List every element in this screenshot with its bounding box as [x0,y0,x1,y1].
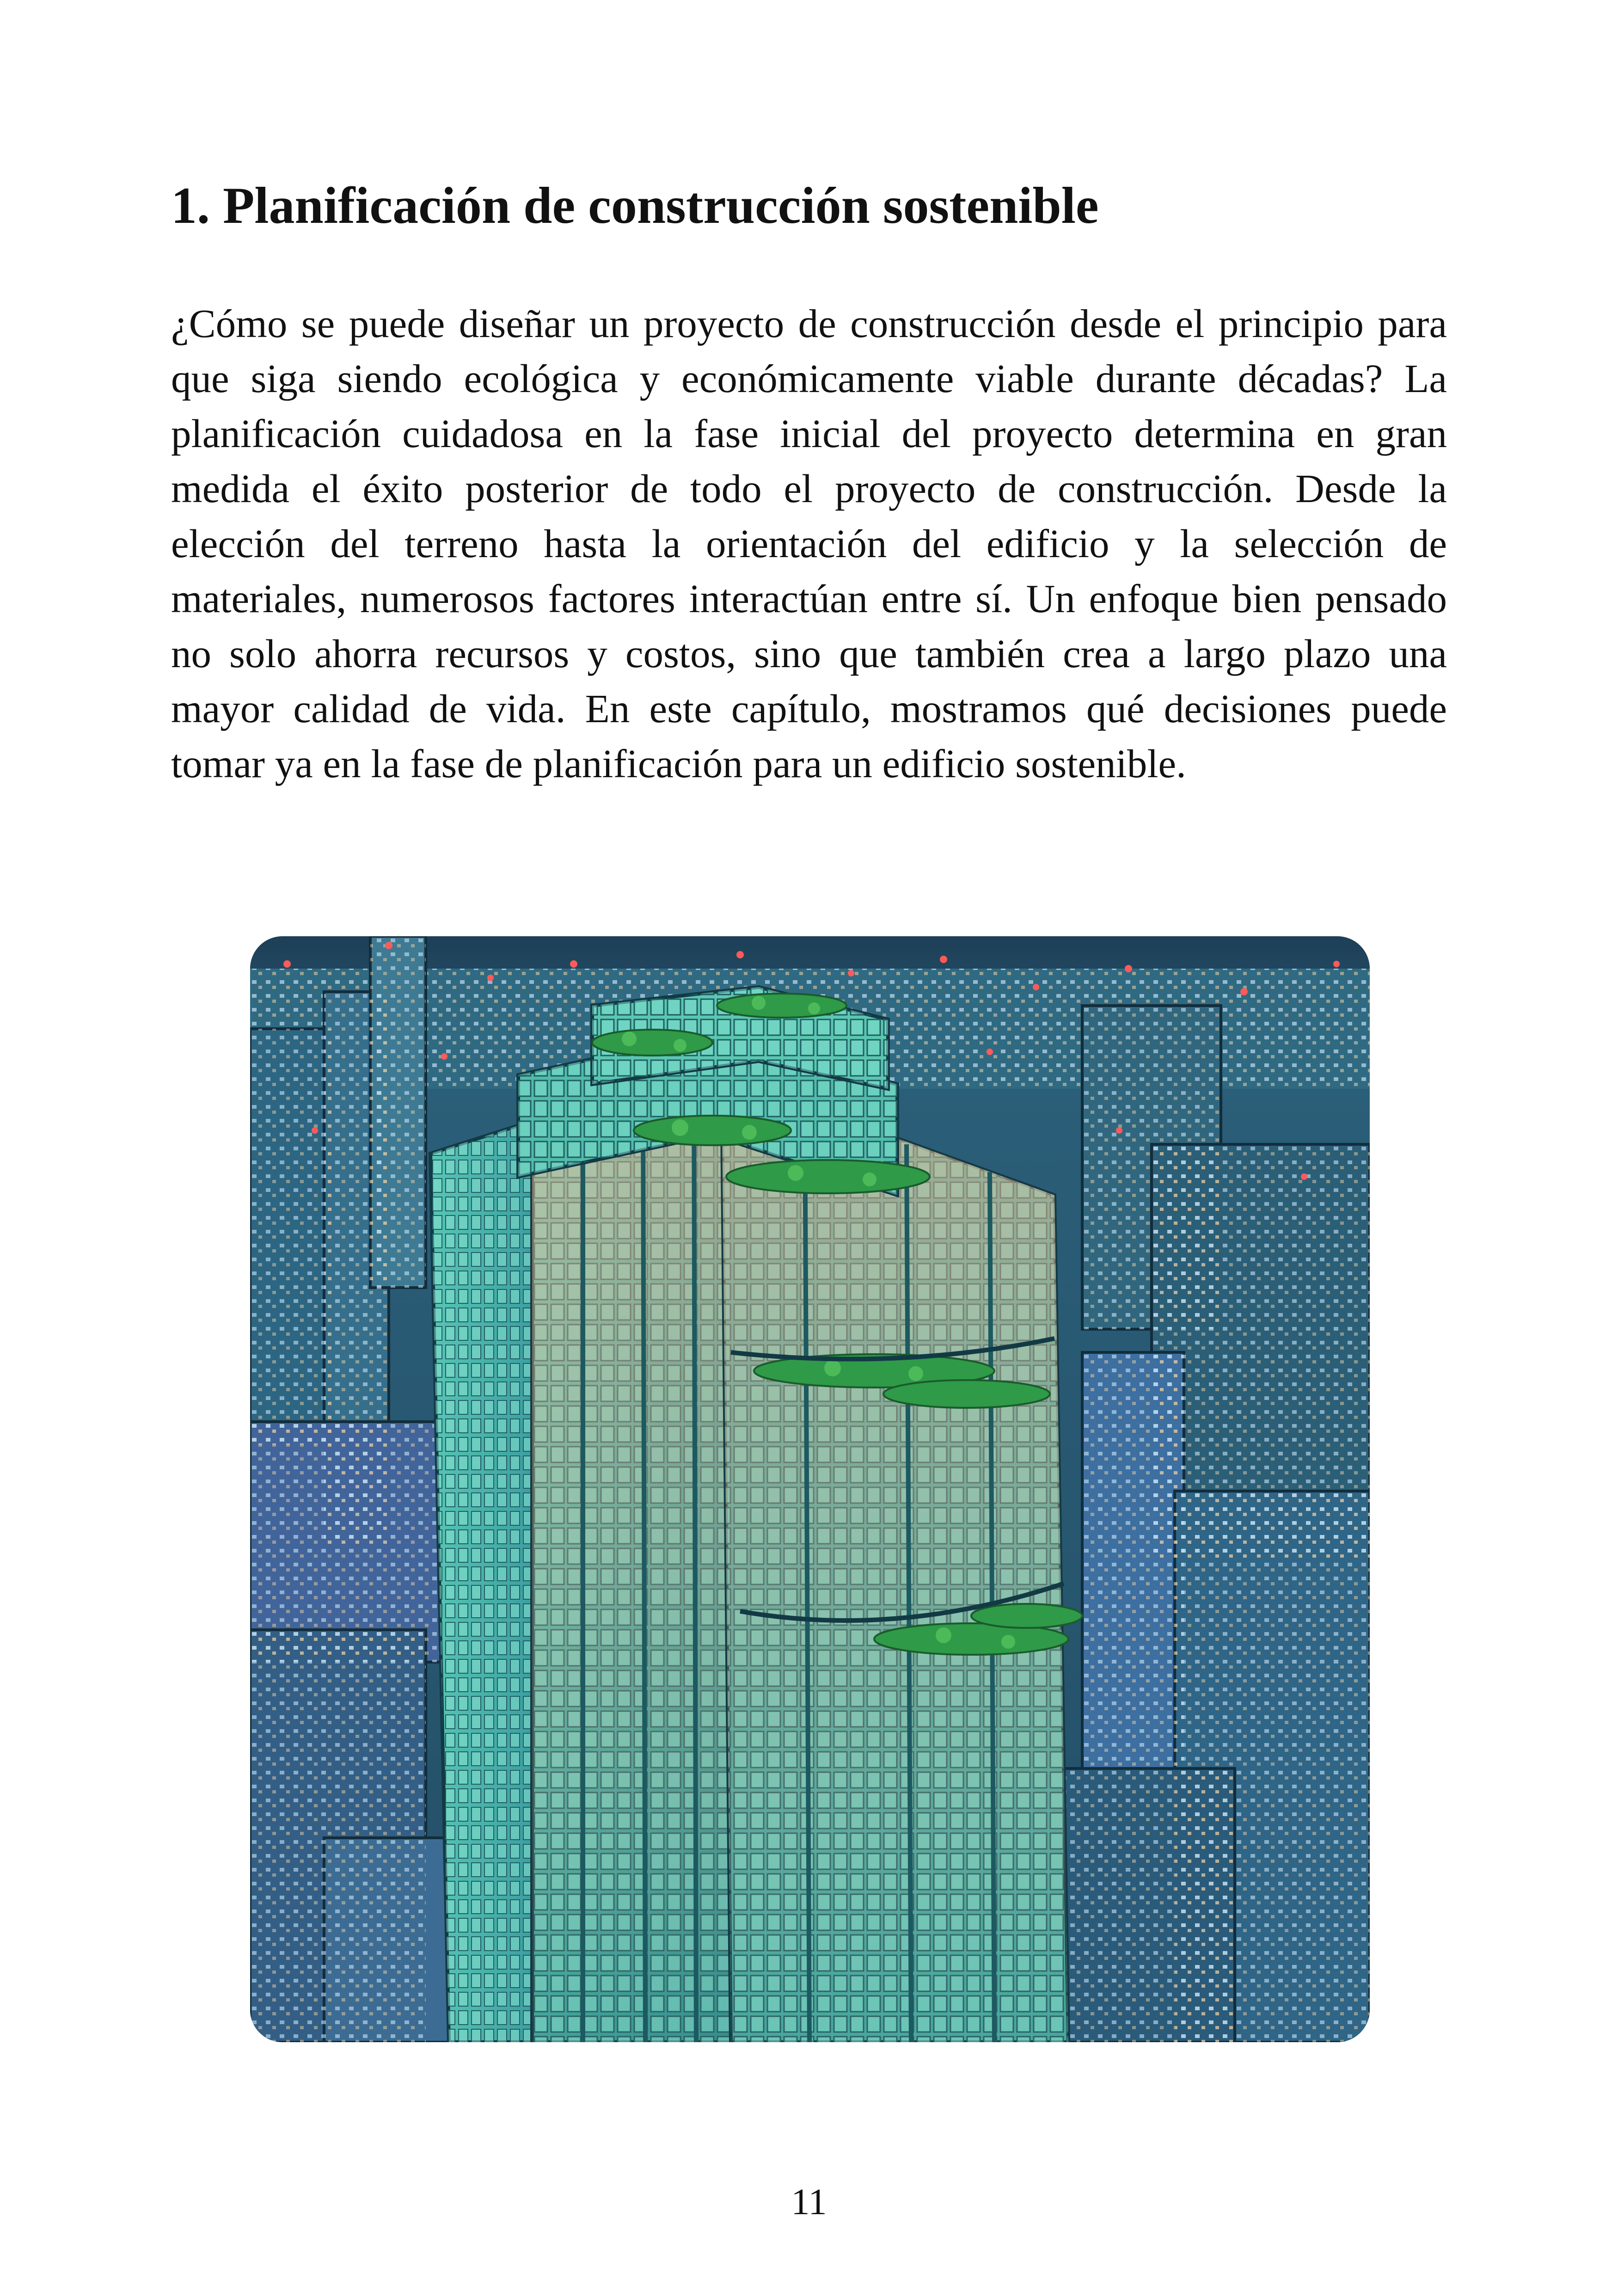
skyscraper-illustration [250,936,1370,2042]
intro-paragraph: ¿Cómo se puede diseñar un proyecto de construcción desde el principio para que siga siendo ecológica y económicamente viable durante décadas? La planificación cuidadosa en la fase inicial del proyecto determina en gran medida el éxito posterior de todo el proyecto de construcción. Desde la elección del terreno hasta la orientación del edificio y la selección de materiales, numerosos factores interactúan entre sí. Un enfoque bien pensado no solo ahorra recursos y costos, sino que también crea a largo plazo una mayor calidad de vida. En este capítulo, mostramos qué decisiones puede tomar ya en la fase de planificación para un edificio sostenible. [171,301,1447,786]
page-number: 11 [791,2182,827,2222]
chapter-heading: 1. Planificación de construcción sostenible [171,177,1099,234]
